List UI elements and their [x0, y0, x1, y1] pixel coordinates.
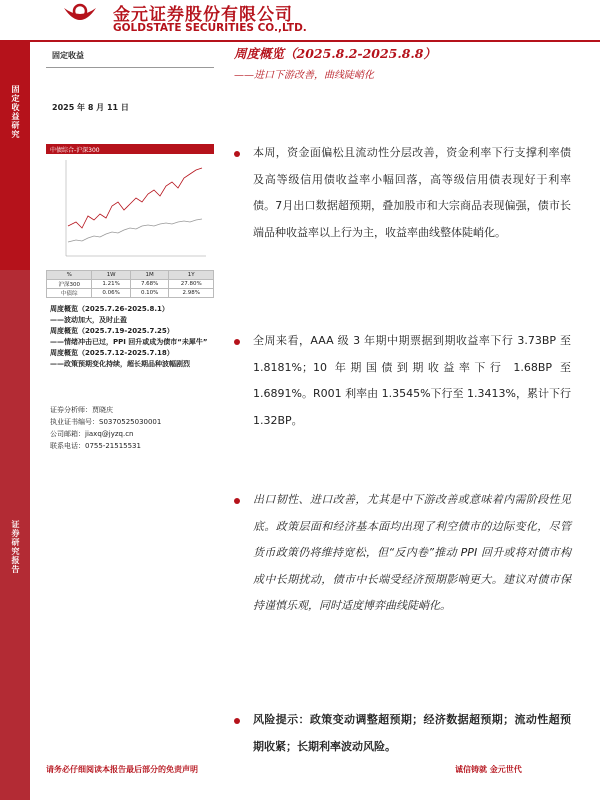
related-reports — [50, 304, 214, 370]
bullet-icon — [234, 151, 240, 157]
table-cell: 中债综 — [47, 289, 92, 298]
footer-motto: 诚信铸就 金元世代 — [455, 765, 522, 774]
sidebar-stripe-top — [0, 42, 30, 270]
report-date: 2025 年 8 月 11 日 — [52, 103, 129, 112]
category-divider — [46, 67, 214, 68]
table-header-cell: 1W — [92, 271, 131, 280]
company-logo-icon — [62, 2, 98, 30]
summary-paragraph: 全周来看，AAA 级 3 年期中期票据到期收益率下行 3.73BP 至 1.8181%；10 年期国债到期收益率下行 1.68BP 至 1.6891%。R001 利率由 1.3545%下行至 1.3413%，累计下行 1.32BP。 — [253, 334, 571, 427]
page-subtitle: ——进口下游改善，曲线陡峭化 — [234, 70, 374, 81]
table-cell: 沪深300 — [47, 280, 92, 289]
related-report-title[interactable]: 周度概览（2025.7.12-2025.7.18） — [50, 349, 174, 357]
table-row — [47, 289, 214, 298]
table-cell: 7.68% — [130, 280, 169, 289]
report-category: 固定收益 — [52, 51, 84, 60]
related-report-subtitle: ——政策预期变化持续，超长期品种波幅剧烈 — [50, 360, 190, 368]
table-cell: 1.21% — [92, 280, 131, 289]
summary-paragraph: 出口韧性、进口改善，尤其是中下游改善或意味着内需阶段性见底。政策层面和经济基本面均出现了利空债市的边际变化，尽管货币政策仍将维持宽松，但“反内卷”推动 PPI 回升或将对债市构成中长期扰动，债市中长端受经济预期影响更大。建议对债市保持谨慎乐观，同时适度博弈曲线陡峭化。 — [253, 493, 571, 612]
table-header-cell: % — [47, 271, 92, 280]
related-report-title[interactable]: 周度概览（2025.7.19-2025.7.25） — [50, 327, 174, 335]
company-name-cn: 金元证券股份有限公司 — [113, 5, 293, 25]
table-cell: 2.98% — [169, 289, 214, 298]
table-header-row — [47, 271, 214, 280]
analyst-license: 执业证书编号：S0370525030001 — [50, 418, 162, 426]
table-header-cell: 1Y — [169, 271, 214, 280]
table-cell: 0.06% — [92, 289, 131, 298]
sidebar-label-bottom: 证券研究报告 — [11, 520, 20, 574]
analyst-phone: 联系电话：0755-21515531 — [50, 442, 141, 450]
index-chart — [46, 144, 214, 264]
analyst-info — [50, 404, 161, 452]
page-title: 周度概览（2025.8.2-2025.8.8） — [234, 46, 436, 61]
summary-paragraph: 本周，资金面偏松且流动性分层改善，资金利率下行支撑利率债及高等级信用债收益率小幅回落，高等级信用债表现好于利率债。7月出口数据超预期，叠加股市和大宗商品表现偏强，债市长端品种收益率以上行为主，收益率曲线整体陡峭化。 — [253, 146, 571, 239]
chart-plot — [46, 156, 214, 264]
table-header-cell: 1M — [130, 271, 169, 280]
performance-table — [46, 270, 214, 298]
footer-disclaimer: 请务必仔细阅读本报告最后部分的免责声明 — [46, 765, 198, 774]
chart-title: 中债综合-沪深300 — [50, 147, 100, 154]
series-hs300-line — [68, 168, 202, 228]
sidebar-label-top: 固定收益研究 — [11, 85, 20, 139]
table-cell: 27.80% — [169, 280, 214, 289]
related-report-subtitle: ——波动加大，及时止盈 — [50, 316, 127, 324]
page-header — [0, 0, 600, 40]
analyst-name: 证券分析师：贾晓庆 — [50, 406, 113, 414]
table-row — [47, 280, 214, 289]
table-cell: 0.10% — [130, 289, 169, 298]
related-report-subtitle: ——情绪冲击已过，PPI 回升或成为债市“未犀牛” — [50, 338, 208, 346]
bullet-icon — [234, 718, 240, 724]
risk-warning: 风险提示：政策变动调整超预期；经济数据超预期；流动性超预期收紧；长期利率波动风险。 — [253, 713, 571, 753]
related-report-title[interactable]: 周度概览（2025.7.26-2025.8.1） — [50, 305, 169, 313]
bullet-icon — [234, 498, 240, 504]
company-name-en: GOLDSTATE SECURITIES CO.,LTD. — [113, 22, 307, 34]
series-bond-line — [68, 219, 202, 242]
bullet-icon — [234, 339, 240, 345]
header-divider — [0, 40, 600, 42]
analyst-email[interactable]: 公司邮箱：jiaxq@jyzq.cn — [50, 430, 134, 438]
